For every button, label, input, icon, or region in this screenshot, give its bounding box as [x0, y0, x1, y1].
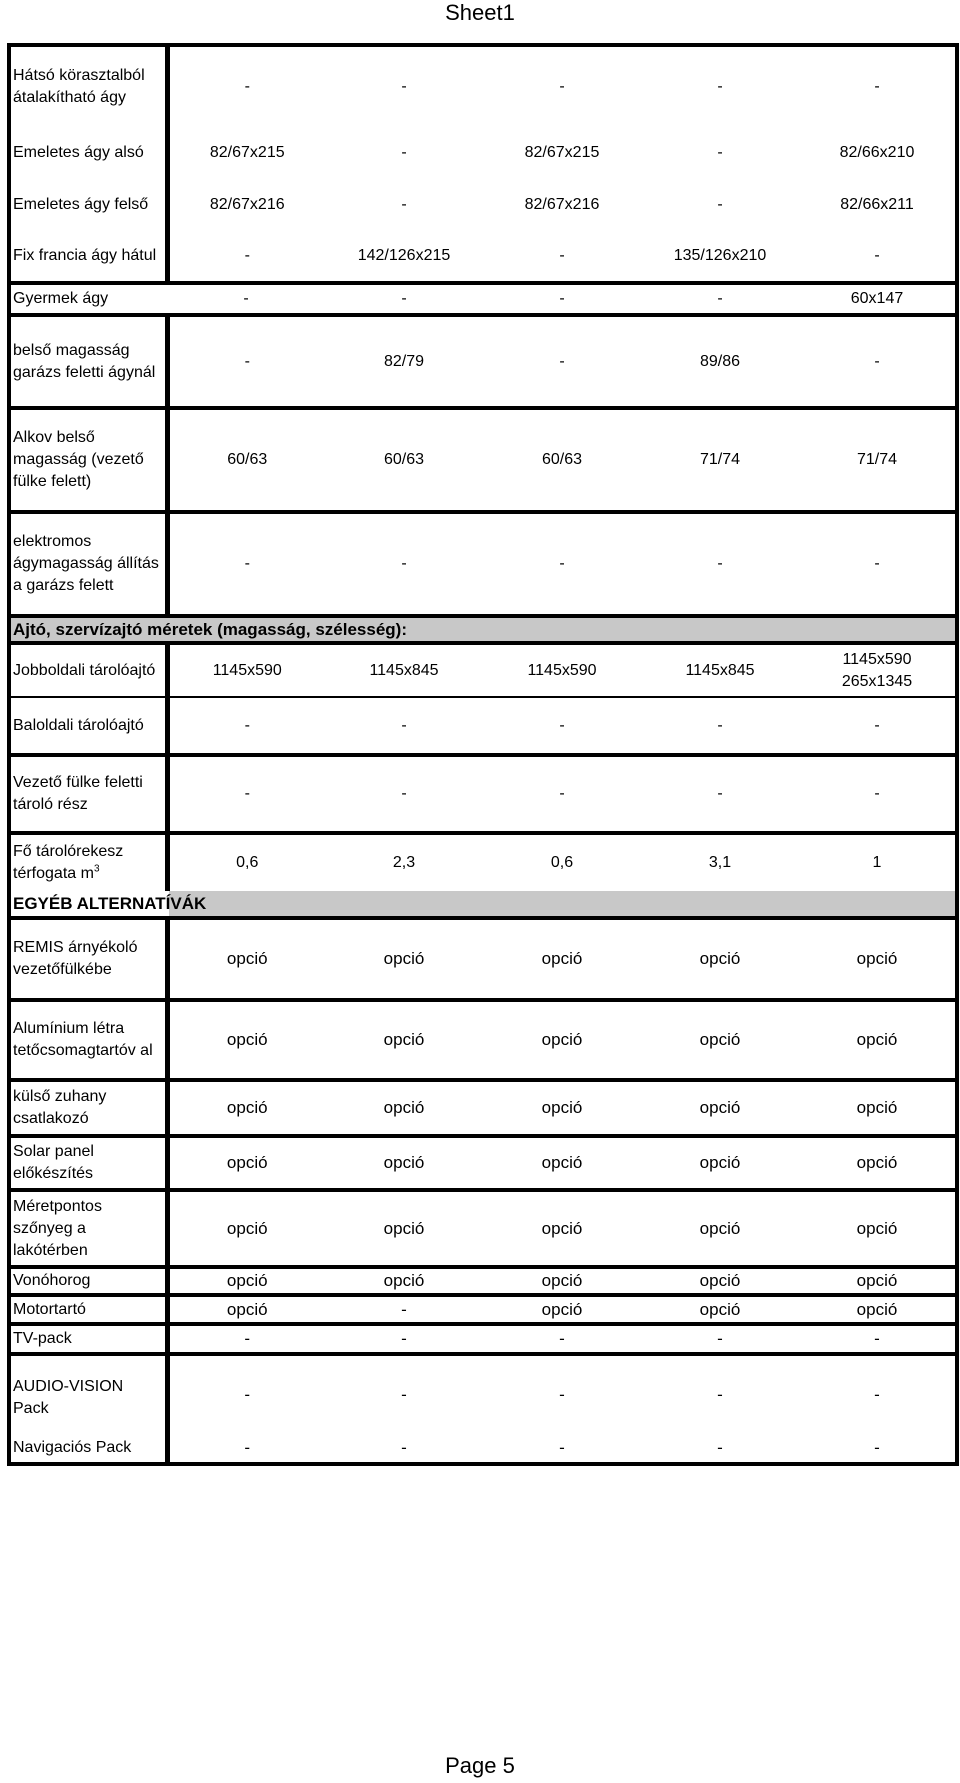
cell-value: opció — [483, 918, 641, 1000]
table-row — [9, 833, 957, 891]
cell-value: - — [167, 755, 325, 833]
row-label: TV-pack — [9, 1324, 167, 1354]
cell-value: opció — [325, 1267, 483, 1295]
cell-value: - — [799, 755, 957, 833]
cell-value: 82/67x215 — [209, 144, 285, 161]
cell-value: - — [167, 1324, 325, 1354]
cell-value: - — [641, 512, 799, 616]
cell-value: - — [244, 1438, 251, 1457]
cell-value: 82/66x211 — [840, 196, 914, 213]
cell-value: 1145x590 — [167, 643, 325, 697]
cell-value: - — [167, 1354, 325, 1434]
row-label: belső magasság garázs feletti ágynál — [9, 315, 167, 408]
cell-value: - — [641, 755, 799, 833]
table-row — [9, 1080, 957, 1136]
table-row — [9, 1434, 957, 1464]
row-label: külső zuhany csatlakozó — [9, 1080, 167, 1136]
cell-value: opció — [641, 1295, 799, 1324]
cell-value: - — [325, 512, 483, 616]
cell-value: - — [799, 1324, 957, 1354]
cell-value: - — [717, 1438, 723, 1457]
row-label: Méretpontos szőnyeg a lakótérben — [9, 1190, 167, 1267]
cell-value: - — [483, 1324, 641, 1354]
table-row — [9, 1267, 957, 1295]
cell-value: 1145x845 — [641, 643, 799, 697]
cell-value: opció — [325, 918, 483, 1000]
row-label: elektromos ágymagasság állítás a garázs felett — [9, 512, 167, 616]
table-row — [9, 283, 957, 315]
cell-value: - — [483, 512, 641, 616]
cell-value: - — [483, 1354, 641, 1434]
row-label: Emeletes ágy alsó — [9, 127, 167, 179]
cell-value: - — [401, 78, 407, 95]
cell-value: - — [799, 315, 957, 408]
row-label: Vezető fülke feletti tároló rész — [9, 755, 167, 833]
cell-value: opció — [325, 1136, 483, 1190]
table-row — [9, 45, 957, 127]
table-row — [9, 697, 957, 755]
table-row — [9, 1000, 957, 1080]
cell-value: - — [244, 247, 250, 264]
cell-value: opció — [799, 918, 957, 1000]
row-label: Fix francia ágy hátul — [9, 231, 167, 283]
cell-value: opció — [167, 1000, 325, 1080]
cell-value: - — [874, 1438, 880, 1457]
table-row — [9, 1354, 957, 1434]
cell-value: 60/63 — [325, 408, 483, 512]
cell-value: - — [325, 283, 483, 315]
cell-value: - — [874, 247, 880, 264]
cell-value: - — [483, 755, 641, 833]
cell-value: opció — [641, 918, 799, 1000]
table-row — [9, 231, 957, 283]
cell-value: 0,6 — [483, 833, 641, 891]
row-label: Emeletes ágy felső — [9, 179, 167, 231]
cell-value: 82/67x216 — [209, 196, 285, 213]
table-row — [9, 643, 957, 697]
row-label: Alkov belső magasság (vezető fülke felett) — [9, 408, 167, 512]
cell-value: 1145x845 — [325, 643, 483, 697]
row-label: Gyermek ágy — [9, 283, 167, 315]
cell-value: opció — [483, 1267, 641, 1295]
cell-value: - — [559, 247, 565, 264]
table-row — [9, 315, 957, 408]
row-label: Vonóhorog — [9, 1267, 167, 1295]
cell-value: 135/126x210 — [673, 247, 767, 264]
cell-value: - — [874, 78, 880, 95]
cell-value: opció — [167, 1190, 325, 1267]
cell-value: opció — [799, 1000, 957, 1080]
cell-value: - — [325, 1354, 483, 1434]
cell-value: opció — [641, 1267, 799, 1295]
cell-value: opció — [641, 1080, 799, 1136]
cell-value: 3,1 — [641, 833, 799, 891]
cell-value: - — [799, 512, 957, 616]
page-number: Page 5 — [445, 1753, 515, 1778]
cell-value: 89/86 — [641, 315, 799, 408]
cell-value: 82/66x210 — [839, 144, 915, 161]
cell-value: - — [401, 196, 407, 213]
cell-value: 60/63 — [167, 408, 325, 512]
cell-value: - — [401, 1438, 407, 1457]
cell-value: - — [717, 196, 723, 213]
cell-value: 60x147 — [799, 283, 957, 315]
cell-line: 1145x590 — [842, 650, 912, 668]
cell-value: - — [641, 1354, 799, 1434]
cell-value: opció — [483, 1080, 641, 1136]
cell-value: opció — [641, 1136, 799, 1190]
section-row — [9, 616, 957, 643]
cell-value: - — [799, 697, 957, 755]
row-label: Hátsó körasztalból átalakítható ágy — [9, 45, 167, 127]
cell-value: - — [244, 78, 250, 95]
cell-value: - — [167, 315, 325, 408]
cell-value: opció — [167, 1295, 325, 1324]
cell-value: - — [799, 1354, 957, 1434]
cell-value: 60/63 — [483, 408, 641, 512]
table-row — [9, 918, 957, 1000]
row-label: REMIS árnyékoló vezetőfülkébe — [9, 918, 167, 1000]
table-row — [9, 179, 957, 231]
cell-value-multi — [799, 643, 957, 697]
cell-value: opció — [167, 1267, 325, 1295]
row-label: Jobboldali tárolóajtó — [9, 643, 167, 697]
cell-value: - — [167, 512, 325, 616]
table-row — [9, 127, 957, 179]
cell-value: opció — [167, 1080, 325, 1136]
cell-value: 82/67x215 — [524, 144, 600, 161]
cell-value: 82/67x216 — [524, 196, 600, 213]
cell-value: - — [717, 78, 723, 95]
cell-value: opció — [641, 1190, 799, 1267]
cell-value: 71/74 — [799, 408, 957, 512]
cell-value: 1145x590 — [483, 643, 641, 697]
cell-value: 2,3 — [325, 833, 483, 891]
cell-value: 142/126x215 — [357, 247, 451, 264]
row-label: Solar panel előkészítés — [9, 1136, 167, 1190]
cell-value: opció — [799, 1080, 957, 1136]
table-row — [9, 1136, 957, 1190]
cell-value: opció — [641, 1000, 799, 1080]
cell-value: - — [559, 78, 565, 95]
cell-value: 71/74 — [641, 408, 799, 512]
cell-value: - — [483, 315, 641, 408]
table-row — [9, 1324, 957, 1354]
cell-value: 1 — [799, 833, 957, 891]
cell-value: - — [325, 1295, 483, 1324]
table-row — [9, 1190, 957, 1267]
cell-value: opció — [483, 1190, 641, 1267]
cell-value: - — [325, 697, 483, 755]
cell-line: 265x1345 — [841, 672, 913, 690]
cell-value: opció — [325, 1190, 483, 1267]
section-title-other: EGYÉB ALTERNATÍVÁK — [9, 891, 957, 918]
table-row — [9, 408, 957, 512]
spec-table — [7, 43, 959, 1466]
table-row — [9, 512, 957, 616]
cell-value: - — [641, 1324, 799, 1354]
cell-value: opció — [167, 1136, 325, 1190]
cell-value: - — [401, 144, 407, 161]
cell-value: opció — [799, 1136, 957, 1190]
cell-value: - — [717, 144, 723, 161]
row-label: Motortartó — [9, 1295, 167, 1324]
row-label: Navigaciós Pack — [9, 1434, 167, 1464]
cell-value: - — [325, 755, 483, 833]
cell-value: opció — [799, 1190, 957, 1267]
cell-value: opció — [483, 1136, 641, 1190]
row-label-text: Fő tárolórekesz térfogata m — [13, 843, 124, 882]
cell-value: opció — [799, 1295, 957, 1324]
cell-value: 0,6 — [167, 833, 325, 891]
cell-value: - — [483, 697, 641, 755]
cell-value: - — [559, 1438, 565, 1457]
row-label: AUDIO-VISION Pack — [9, 1354, 167, 1434]
cell-value: opció — [167, 918, 325, 1000]
cell-value: opció — [483, 1295, 641, 1324]
row-label: Alumínium létra tetőcsomagtartóv al — [9, 1000, 167, 1080]
cell-value: - — [167, 283, 325, 315]
table-row — [9, 755, 957, 833]
cell-value: - — [641, 283, 799, 315]
cell-value: opció — [325, 1000, 483, 1080]
unit-superscript: 3 — [93, 863, 100, 875]
table-row — [9, 1295, 957, 1324]
cell-value: - — [641, 697, 799, 755]
row-label: Baloldali tárolóajtó — [9, 697, 167, 755]
row-label — [9, 833, 167, 891]
section-row — [9, 891, 957, 918]
cell-value: 82/79 — [325, 315, 483, 408]
cell-value: opció — [799, 1267, 957, 1295]
cell-value: opció — [325, 1080, 483, 1136]
cell-value: - — [483, 283, 641, 315]
sheet-title: Sheet1 — [445, 0, 515, 25]
section-title-doors: Ajtó, szervízajtó méretek (magasság, szélesség): — [9, 616, 957, 643]
cell-value: - — [167, 697, 325, 755]
cell-value: opció — [483, 1000, 641, 1080]
cell-value: - — [325, 1324, 483, 1354]
